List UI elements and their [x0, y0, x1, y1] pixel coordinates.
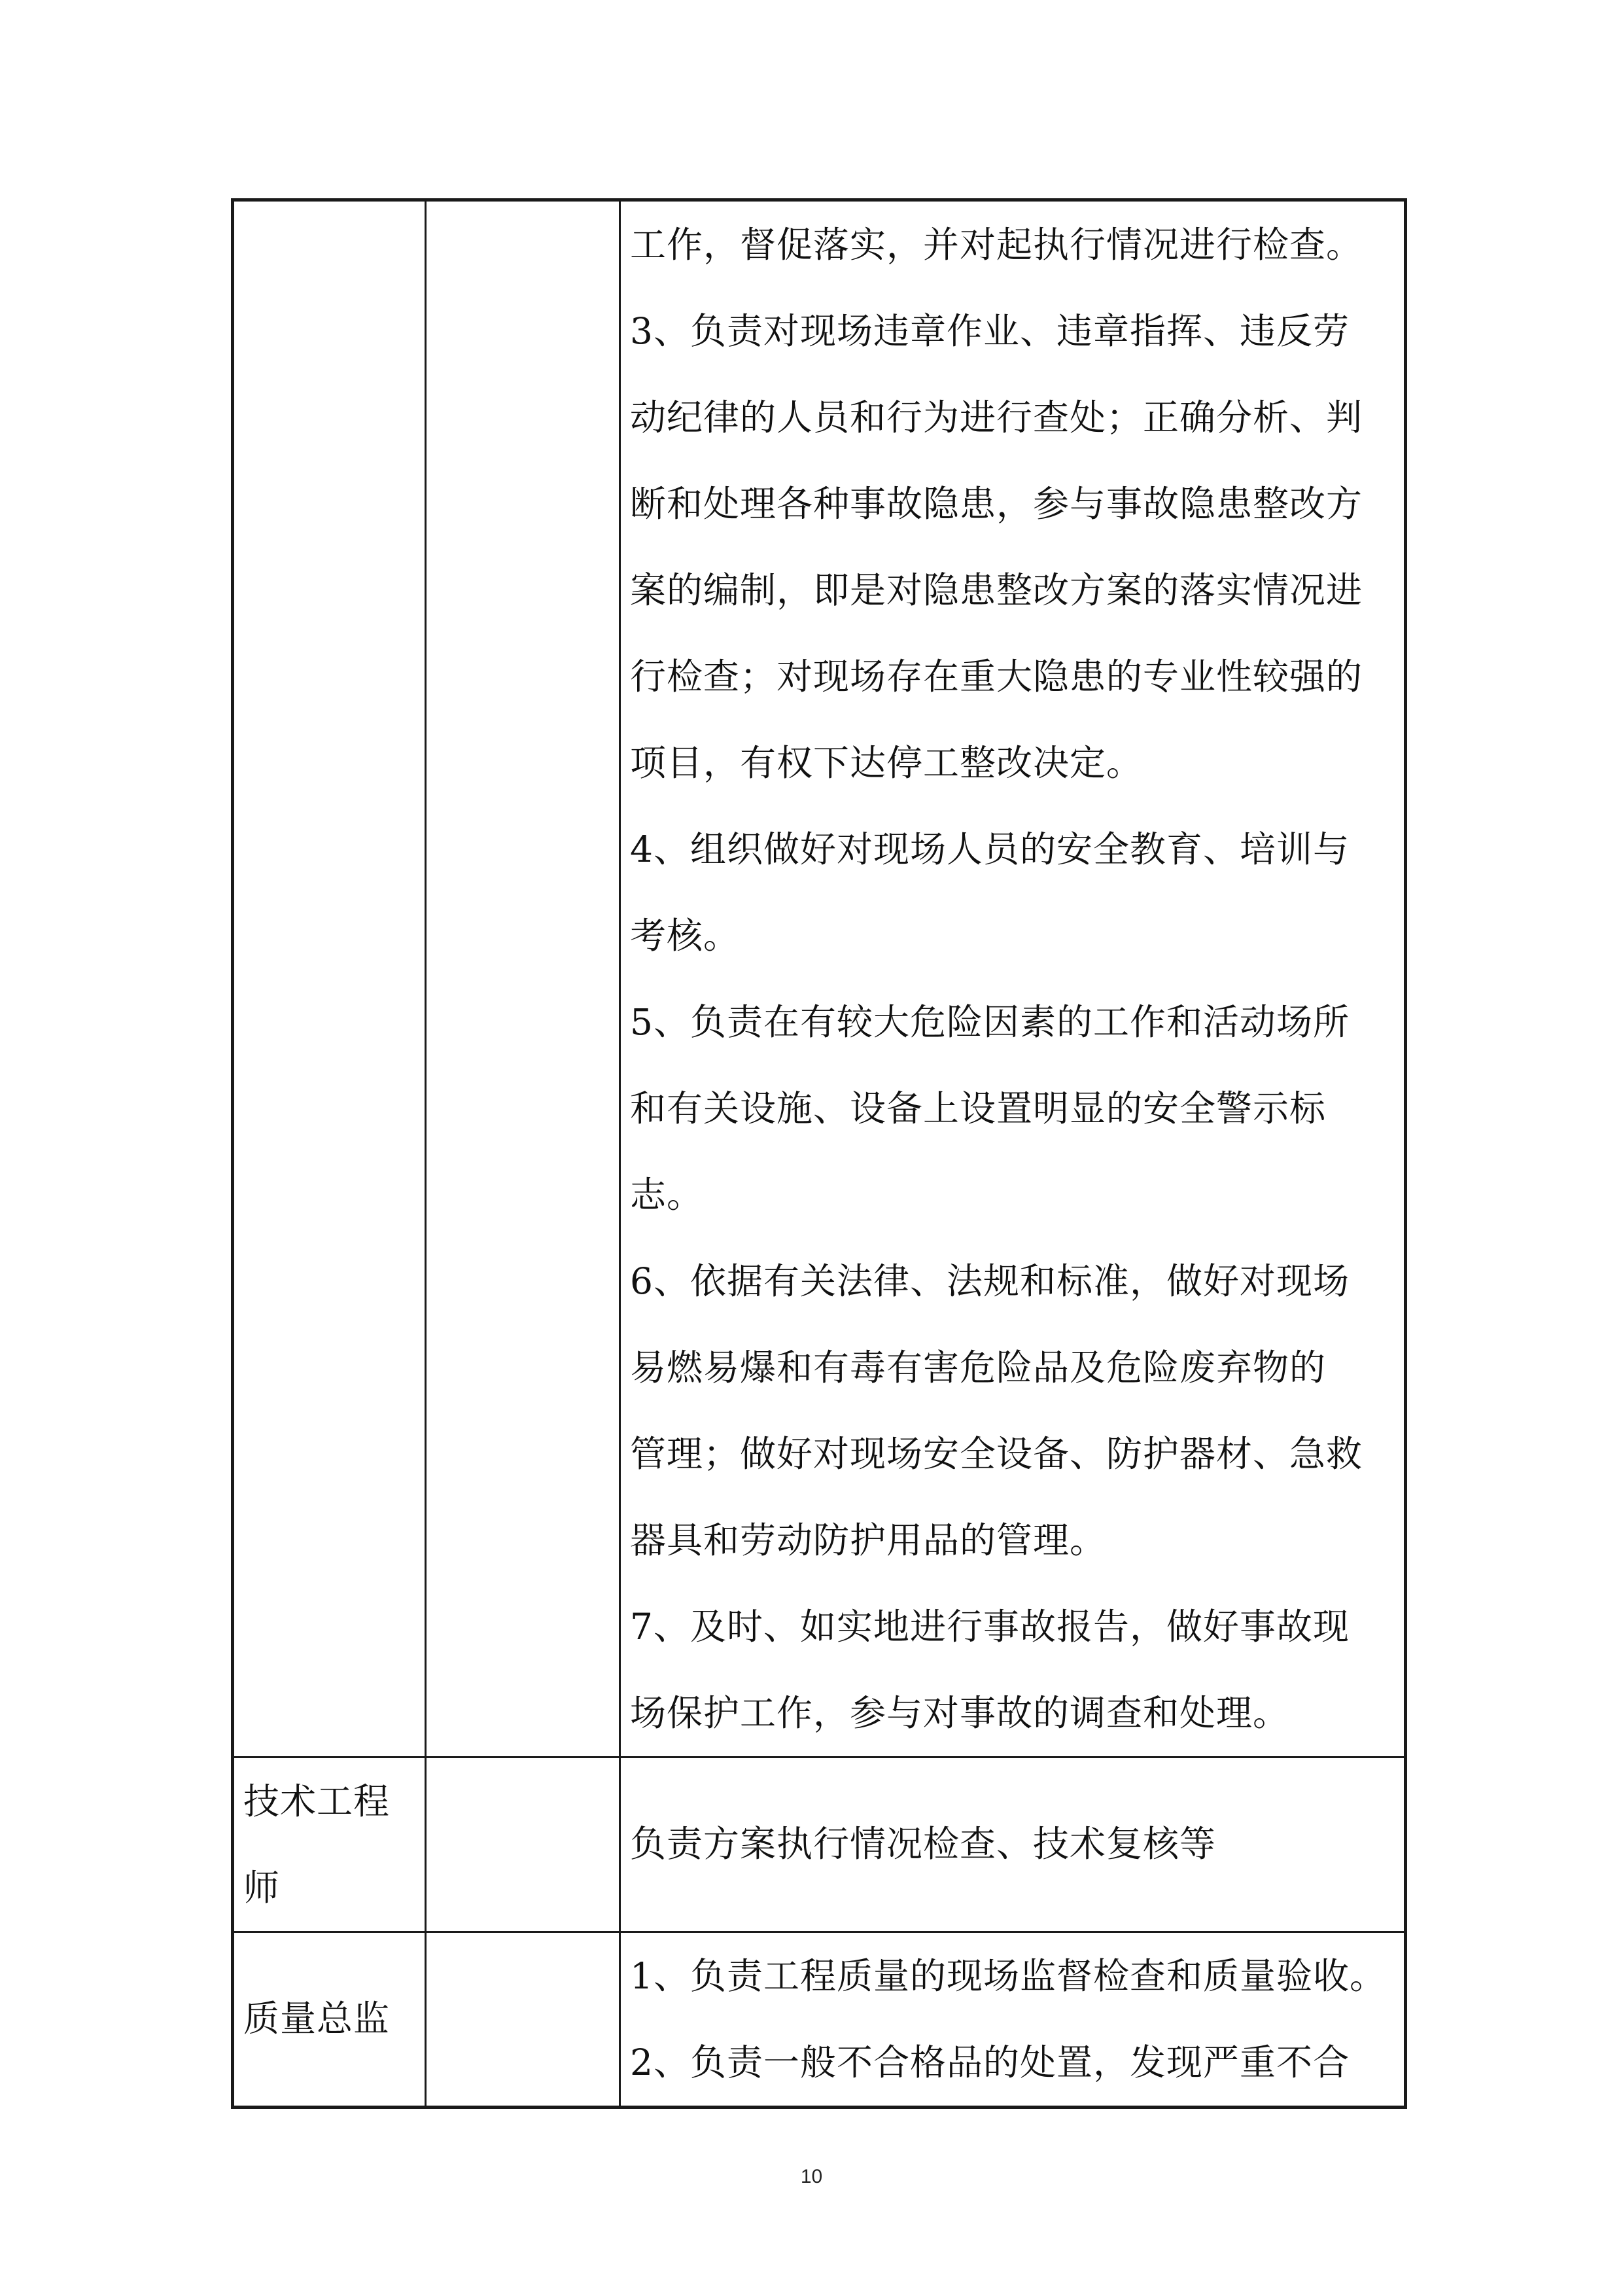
table-row [233, 200, 1406, 1757]
duty-line: 和有关设施、设备上设置明显的安全警示标 [630, 1087, 1327, 1129]
duty-line: 7、及时、如实地进行事故报告，做好事故现 [630, 1606, 1350, 1648]
duty-line: 断和处理各种事故隐患，参与事故隐患整改方 [630, 483, 1363, 525]
duty-line: 案的编制，即是对隐患整改方案的落实情况进 [630, 569, 1363, 611]
duty-cell [620, 1757, 1406, 1932]
name-cell [426, 1757, 620, 1932]
duty-line: 动纪律的人员和行为进行查处；正确分析、判 [630, 397, 1363, 438]
role-cell [233, 1932, 426, 2108]
role-text [234, 1758, 425, 1931]
duty-text: 负责方案执行情况检查、技术复核等 [630, 1823, 1217, 1865]
duty-line: 场保护工作，参与对事故的调查和处理。 [630, 1692, 1290, 1734]
table-row [233, 1757, 1406, 1932]
role-line: 技术工程 [243, 1780, 391, 1822]
role-text: 质量总监 [243, 1998, 391, 2040]
duty-line: 行检查；对现场存在重大隐患的专业性较强的 [630, 656, 1363, 698]
duty-line: 1、负责工程质量的现场监督检查和质量验收。 [630, 1955, 1386, 1997]
name-cell [426, 1932, 620, 2108]
duty-text [621, 202, 1404, 1756]
duty-text [621, 1933, 1404, 2106]
duty-line: 器具和劳动防护用品的管理。 [630, 1519, 1107, 1561]
duty-line: 工作，督促落实，并对起执行情况进行检查。 [630, 224, 1363, 266]
duty-line: 2、负责一般不合格品的处置，发现严重不合 [630, 2041, 1350, 2083]
role-cell [233, 200, 426, 1757]
duty-line: 4、组织做好对现场人员的安全教育、培训与 [630, 828, 1350, 870]
duty-cell [620, 200, 1406, 1757]
name-cell [426, 200, 620, 1757]
duty-line: 考核。 [630, 915, 741, 957]
duty-line: 3、负责对现场违章作业、违章指挥、违反劳 [630, 310, 1350, 352]
duty-line: 6、依据有关法律、法规和标准，做好对现场 [630, 1260, 1350, 1302]
role-line: 师 [243, 1867, 281, 1909]
duty-cell [620, 1932, 1406, 2108]
duty-line: 志。 [630, 1174, 704, 1216]
page-number: 10 [800, 2166, 823, 2187]
responsibility-table [231, 198, 1407, 2109]
duty-line: 易燃易爆和有毒有害危险品及危险废弃物的 [630, 1347, 1327, 1388]
role-cell [233, 1757, 426, 1932]
table-row [233, 1932, 1406, 2108]
duty-line: 5、负责在有较大危险因素的工作和活动场所 [630, 1001, 1350, 1043]
duty-line: 项目，有权下达停工整改决定。 [630, 742, 1143, 784]
duty-line: 管理；做好对现场安全设备、防护器材、急救 [630, 1433, 1363, 1475]
